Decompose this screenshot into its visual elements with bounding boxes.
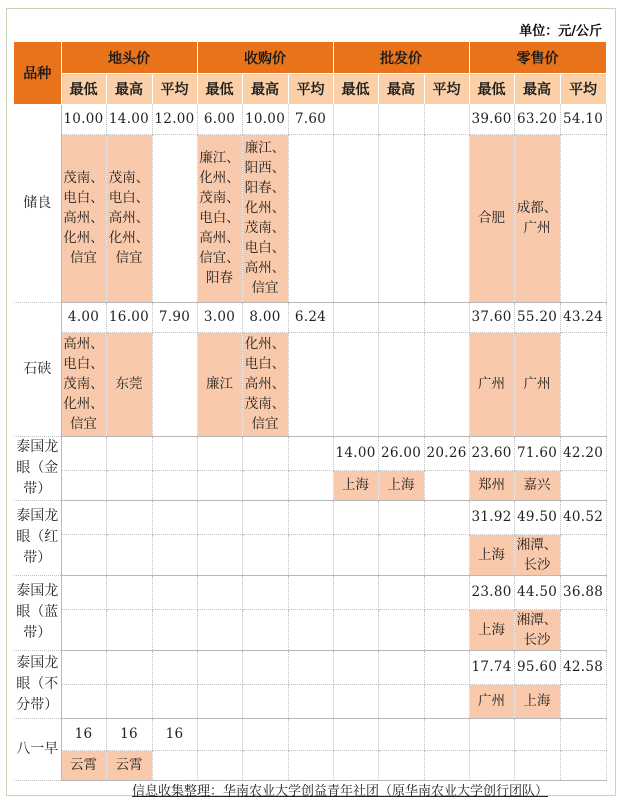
- variety-name: 泰国龙眼（不分带）: [14, 650, 61, 718]
- header-low: 最低: [61, 74, 106, 105]
- empty-cell: [242, 534, 288, 575]
- header-variety: 品种: [14, 42, 61, 104]
- empty-cell: [288, 575, 333, 609]
- header-high: 最高: [378, 74, 424, 105]
- empty-cell: [288, 718, 333, 750]
- empty-cell: [378, 534, 424, 575]
- empty-cell: [288, 500, 333, 534]
- empty-cell: [424, 750, 469, 780]
- empty-cell: [560, 134, 606, 302]
- place-cell: 湘潭、长沙: [514, 609, 560, 650]
- empty-cell: [106, 436, 152, 471]
- empty-cell: [242, 436, 288, 471]
- price-cell: 14.00: [333, 436, 378, 471]
- price-cell: 10.00: [61, 104, 106, 134]
- header-avg: 平均: [152, 74, 197, 105]
- variety-name: 泰国龙眼（金带）: [14, 436, 61, 500]
- price-cell: [424, 104, 469, 134]
- empty-cell: [106, 575, 152, 609]
- empty-cell: [197, 471, 242, 500]
- price-cell: 16: [106, 718, 152, 750]
- empty-cell: [424, 718, 469, 750]
- header-avg: 平均: [288, 74, 333, 105]
- empty-cell: [378, 684, 424, 718]
- header-high: 最高: [242, 74, 288, 105]
- empty-cell: [333, 750, 378, 780]
- empty-cell: [288, 436, 333, 471]
- empty-cell: [333, 650, 378, 684]
- price-cell: 55.20: [514, 302, 560, 332]
- price-cell: 4.00: [61, 302, 106, 332]
- empty-cell: [106, 500, 152, 534]
- price-cell: 40.52: [560, 500, 606, 534]
- price-cell: 3.00: [197, 302, 242, 332]
- price-cell: 10.00: [242, 104, 288, 134]
- place-cell: 化州、电白、高州、茂南、信宜: [242, 332, 288, 436]
- empty-cell: [560, 534, 606, 575]
- price-cell: 16.00: [106, 302, 152, 332]
- empty-cell: [424, 609, 469, 650]
- empty-cell: [333, 534, 378, 575]
- price-cell: 12.00: [152, 104, 197, 134]
- empty-cell: [152, 436, 197, 471]
- empty-cell: [288, 134, 333, 302]
- variety-name: 八一早: [14, 718, 61, 780]
- place-cell: 上海: [514, 684, 560, 718]
- empty-cell: [152, 134, 197, 302]
- empty-cell: [106, 684, 152, 718]
- empty-cell: [288, 650, 333, 684]
- price-cell: 54.10: [560, 104, 606, 134]
- place-cell: 东莞: [106, 332, 152, 436]
- place-cell: 郑州: [469, 471, 514, 500]
- place-cell: 合肥: [469, 134, 514, 302]
- empty-cell: [61, 609, 106, 650]
- empty-cell: [242, 750, 288, 780]
- price-cell: [333, 302, 378, 332]
- empty-cell: [197, 500, 242, 534]
- place-cell: 广州: [514, 332, 560, 436]
- price-cell: 71.60: [514, 436, 560, 471]
- variety-name: 储良: [14, 104, 61, 302]
- empty-cell: [378, 609, 424, 650]
- empty-cell: [424, 684, 469, 718]
- empty-cell: [242, 650, 288, 684]
- empty-cell: [378, 332, 424, 436]
- header-high: 最高: [106, 74, 152, 105]
- empty-cell: [378, 718, 424, 750]
- header-low: 最低: [469, 74, 514, 105]
- empty-cell: [197, 650, 242, 684]
- empty-cell: [560, 684, 606, 718]
- empty-cell: [560, 471, 606, 500]
- empty-cell: [378, 500, 424, 534]
- header-avg: 平均: [560, 74, 606, 105]
- empty-cell: [378, 134, 424, 302]
- empty-cell: [152, 332, 197, 436]
- header-high: 最高: [514, 74, 560, 105]
- place-cell: 广州: [469, 684, 514, 718]
- variety-name: 泰国龙眼（红带）: [14, 500, 61, 575]
- empty-cell: [61, 534, 106, 575]
- price-table: [14, 42, 607, 781]
- price-cell: 20.26: [424, 436, 469, 471]
- place-cell: 上海: [378, 471, 424, 500]
- place-cell: 廉江: [197, 332, 242, 436]
- empty-cell: [288, 684, 333, 718]
- empty-cell: [378, 575, 424, 609]
- header-avg: 平均: [424, 74, 469, 105]
- place-cell: 云霄: [106, 750, 152, 780]
- price-cell: 8.00: [242, 302, 288, 332]
- empty-cell: [378, 650, 424, 684]
- empty-cell: [560, 718, 606, 750]
- empty-cell: [197, 684, 242, 718]
- empty-cell: [106, 471, 152, 500]
- price-cell: 31.92: [469, 500, 514, 534]
- variety-name: 石硖: [14, 302, 61, 436]
- empty-cell: [152, 684, 197, 718]
- price-cell: 95.60: [514, 650, 560, 684]
- price-cell: 42.58: [560, 650, 606, 684]
- unit-label: 单位：元/公斤: [519, 24, 602, 39]
- place-cell: 上海: [333, 471, 378, 500]
- empty-cell: [152, 750, 197, 780]
- price-cell: 37.60: [469, 302, 514, 332]
- price-cell: 17.74: [469, 650, 514, 684]
- empty-cell: [424, 650, 469, 684]
- empty-cell: [152, 650, 197, 684]
- empty-cell: [288, 471, 333, 500]
- header-field-price: 地头价: [61, 42, 197, 74]
- place-cell: 高州、电白、茂南、化州、信宜: [61, 332, 106, 436]
- price-cell: 23.80: [469, 575, 514, 609]
- footer-credit: 信息收集整理：华南农业大学创益青年社团（原华南农业大学创行团队）: [132, 784, 549, 799]
- empty-cell: [152, 609, 197, 650]
- empty-cell: [197, 575, 242, 609]
- price-cell: 63.20: [514, 104, 560, 134]
- empty-cell: [333, 684, 378, 718]
- empty-cell: [333, 718, 378, 750]
- empty-cell: [288, 609, 333, 650]
- place-cell: 成都、广州: [514, 134, 560, 302]
- empty-cell: [469, 750, 514, 780]
- place-cell: 上海: [469, 534, 514, 575]
- price-cell: 6.00: [197, 104, 242, 134]
- empty-cell: [152, 575, 197, 609]
- empty-cell: [152, 534, 197, 575]
- price-cell: 7.90: [152, 302, 197, 332]
- empty-cell: [152, 500, 197, 534]
- place-cell: 廉江、化州、茂南、电白、高州、信宜、阳春: [197, 134, 242, 302]
- empty-cell: [242, 471, 288, 500]
- price-cell: 16: [152, 718, 197, 750]
- empty-cell: [333, 134, 378, 302]
- empty-cell: [560, 750, 606, 780]
- price-cell: [378, 104, 424, 134]
- empty-cell: [333, 332, 378, 436]
- empty-cell: [61, 471, 106, 500]
- price-cell: 23.60: [469, 436, 514, 471]
- empty-cell: [61, 650, 106, 684]
- empty-cell: [197, 436, 242, 471]
- empty-cell: [288, 750, 333, 780]
- empty-cell: [242, 500, 288, 534]
- place-cell: 广州: [469, 332, 514, 436]
- empty-cell: [514, 750, 560, 780]
- price-cell: [378, 302, 424, 332]
- empty-cell: [197, 534, 242, 575]
- empty-cell: [424, 534, 469, 575]
- price-cell: 49.50: [514, 500, 560, 534]
- empty-cell: [61, 575, 106, 609]
- empty-cell: [106, 534, 152, 575]
- price-cell: 36.88: [560, 575, 606, 609]
- empty-cell: [514, 718, 560, 750]
- place-cell: 茂南、电白、高州、化州、信宜: [106, 134, 152, 302]
- empty-cell: [106, 609, 152, 650]
- empty-cell: [288, 332, 333, 436]
- empty-cell: [288, 534, 333, 575]
- price-cell: 7.60: [288, 104, 333, 134]
- empty-cell: [333, 609, 378, 650]
- header-low: 最低: [333, 74, 378, 105]
- empty-cell: [242, 684, 288, 718]
- empty-cell: [242, 609, 288, 650]
- empty-cell: [378, 750, 424, 780]
- empty-cell: [333, 575, 378, 609]
- header-wholesale-price: 批发价: [333, 42, 469, 74]
- empty-cell: [242, 718, 288, 750]
- place-cell: 茂南、电白、高州、化州、信宜: [61, 134, 106, 302]
- empty-cell: [152, 471, 197, 500]
- variety-name: 泰国龙眼（蓝带）: [14, 575, 61, 650]
- empty-cell: [61, 684, 106, 718]
- price-cell: 42.20: [560, 436, 606, 471]
- empty-cell: [333, 500, 378, 534]
- price-cell: 43.24: [560, 302, 606, 332]
- header-low: 最低: [197, 74, 242, 105]
- price-cell: 14.00: [106, 104, 152, 134]
- empty-cell: [560, 609, 606, 650]
- price-cell: 39.60: [469, 104, 514, 134]
- price-cell: 26.00: [378, 436, 424, 471]
- place-cell: 嘉兴: [514, 471, 560, 500]
- empty-cell: [197, 718, 242, 750]
- price-cell: [424, 302, 469, 332]
- empty-cell: [106, 650, 152, 684]
- empty-cell: [560, 332, 606, 436]
- header-purchase-price: 收购价: [197, 42, 333, 74]
- empty-cell: [424, 332, 469, 436]
- empty-cell: [469, 718, 514, 750]
- place-cell: 云霄: [61, 750, 106, 780]
- empty-cell: [197, 750, 242, 780]
- price-cell: [333, 104, 378, 134]
- empty-cell: [424, 575, 469, 609]
- empty-cell: [61, 500, 106, 534]
- price-cell: 44.50: [514, 575, 560, 609]
- empty-cell: [197, 609, 242, 650]
- empty-cell: [424, 500, 469, 534]
- price-cell: 16: [61, 718, 106, 750]
- place-cell: 上海: [469, 609, 514, 650]
- place-cell: 廉江、阳西、阳春、化州、茂南、电白、高州、信宜: [242, 134, 288, 302]
- empty-cell: [424, 471, 469, 500]
- empty-cell: [242, 575, 288, 609]
- header-retail-price: 零售价: [469, 42, 606, 74]
- empty-cell: [61, 436, 106, 471]
- place-cell: 湘潭、长沙: [514, 534, 560, 575]
- price-cell: 6.24: [288, 302, 333, 332]
- empty-cell: [424, 134, 469, 302]
